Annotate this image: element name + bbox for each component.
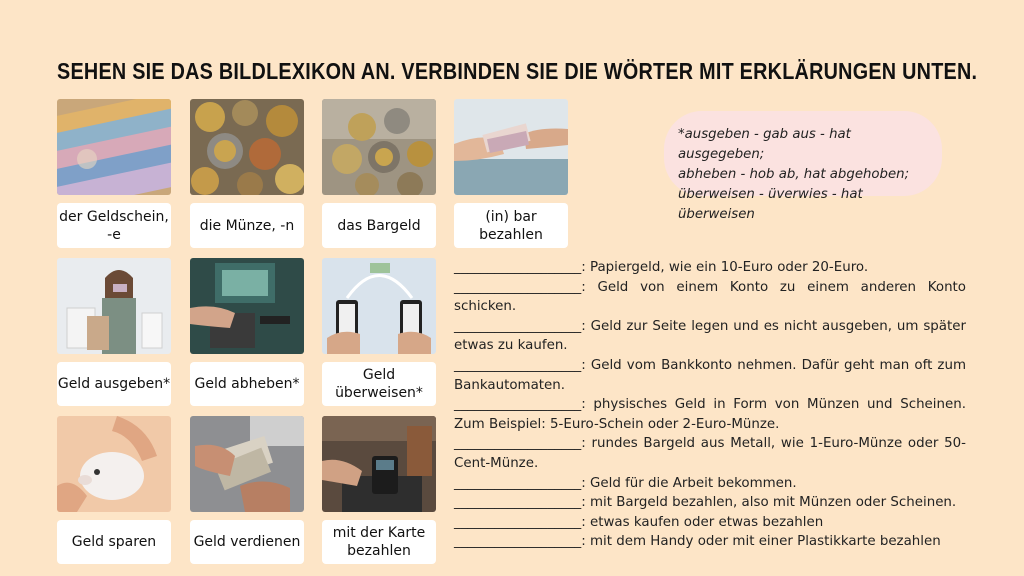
definition-item: ___________________: rundes Bargeld aus Metall, wie 1-Euro-Münze oder 50-Cent-Münze.: [454, 436, 966, 471]
page-title: SEHEN SIE DAS BILDLEXIKON AN. VERBINDEN SIE DIE WÖRTER MIT ERKLÄRUNGEN UNTEN.: [57, 58, 978, 84]
card-label: die Münze, -n: [190, 203, 304, 248]
definition-item: ___________________: mit Bargeld bezahlen, also mit Münzen oder Scheinen.: [454, 495, 957, 511]
card-label: Geld sparen: [57, 520, 171, 564]
definition-item: ___________________: physisches Geld in Form von Münzen und Scheinen. Zum Beispiel: 5-Euro-Schein oder 2-Euro-Münze.: [454, 397, 966, 432]
note-line: abheben - hob ab, hat abgehoben;: [678, 167, 910, 182]
note-line: überweisen - üverwies - hat überweisen: [678, 187, 863, 222]
definition-item: ___________________: Geld für die Arbeit bekommen.: [454, 475, 797, 491]
card-label: das Bargeld: [322, 203, 436, 248]
definitions-list: [454, 258, 966, 552]
hand-over-cash-image: [454, 99, 568, 195]
card-label: der Geldschein, -e: [57, 203, 171, 248]
counting-money-image: [190, 416, 304, 512]
verb-forms-note: [664, 111, 942, 222]
definition-item: ___________________: Papiergeld, wie ein 10-Euro oder 20-Euro.: [454, 260, 869, 275]
banknotes-image: [57, 99, 171, 195]
definition-item: ___________________: Geld vom Bankkonto nehmen. Dafür geht man oft zum Bankautomaten.: [454, 357, 966, 393]
piggy-bank-image: [57, 416, 171, 512]
card-label: Geld überweisen*: [322, 362, 436, 406]
card-label: mit der Karte bezahlen: [322, 520, 436, 564]
card-label: Geld abheben*: [190, 362, 304, 406]
note-line: *ausgeben - gab aus - hat ausgegeben;: [678, 127, 851, 162]
atm-image: [190, 258, 304, 354]
card-label: (in) bar bezahlen: [454, 203, 568, 248]
definition-item: ___________________: etwas kaufen oder etwas bezahlen: [454, 514, 824, 530]
definition-item: ___________________: Geld zur Seite legen und es nicht ausgeben, um später etwas zu kaufen.: [454, 318, 966, 354]
card-label: Geld verdienen: [190, 520, 304, 564]
phone-transfer-image: [322, 258, 436, 354]
shopping-woman-image: [57, 258, 171, 354]
coins-image: [190, 99, 304, 195]
definition-item: ___________________: Geld von einem Konto zu einem anderen Konto schicken.: [454, 279, 966, 315]
cash-image: [322, 99, 436, 195]
card-label: Geld ausgeben*: [57, 362, 171, 406]
definition-item: ___________________: mit dem Handy oder mit einer Plastikkarte bezahlen: [454, 534, 941, 550]
card-terminal-image: [322, 416, 436, 512]
